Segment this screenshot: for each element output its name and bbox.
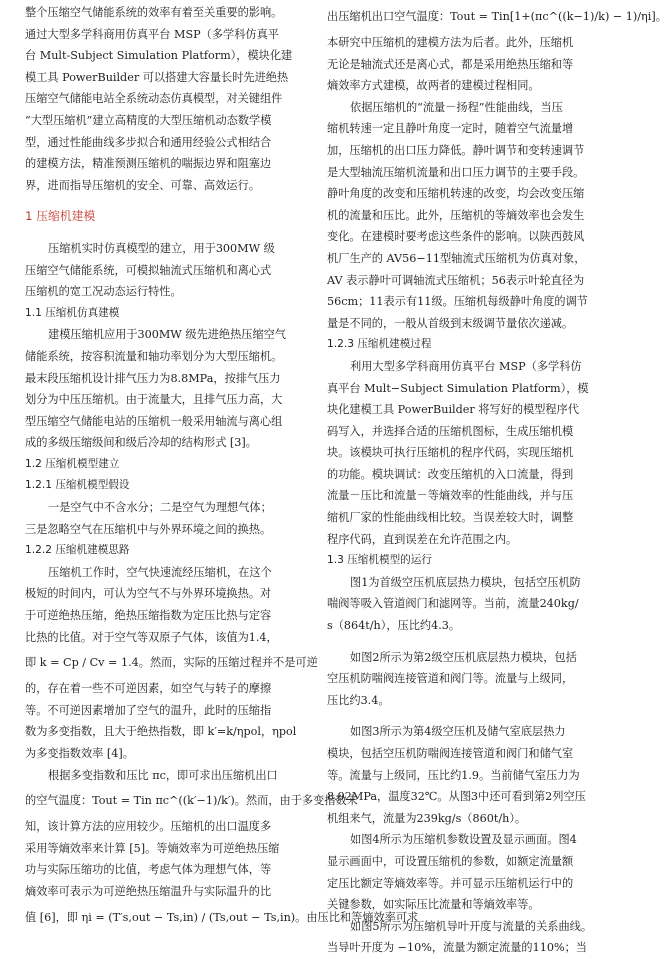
right-column bbox=[327, 2, 667, 959]
text-line: 模块，包括空压机防喘阀连接管道和阀门和储气室 bbox=[327, 747, 574, 760]
subsection-heading: 1.2.1 压缩机模型假设 bbox=[25, 479, 130, 492]
text-line: 等。流量与上级同，压比约1.9。当前储气室压力为 bbox=[327, 768, 580, 782]
text-line: 压缩机的宽工况动态运行特性。 bbox=[25, 285, 182, 299]
text-line: 码写入，并选择合适的压缩机图标，生成压缩机模 bbox=[327, 424, 574, 438]
text-line: 功与实际压缩功的比值，考虑气体为理想气体，等 bbox=[25, 863, 272, 877]
text-line: 加，压缩机的出口压力降低。静叶调节和变转速调节 bbox=[327, 143, 585, 157]
subsection-heading: 1.3 压缩机模型的运行 bbox=[327, 554, 432, 567]
text-line: 块化建模工具 PowerBuilder 将写好的模型程序代 bbox=[327, 403, 579, 417]
text-line: 整个压缩空气储能系统的效率有着至关重要的影响。 bbox=[25, 6, 283, 19]
text-line: 机组来气，流量为239kg/s（860t/h）。 bbox=[327, 811, 527, 825]
text-line: 关键参数，如实际压比流量和等熵效率等。 bbox=[327, 898, 540, 912]
text-line: 是大型轴流压缩机流量和出口压力调节的主要手段。 bbox=[327, 165, 585, 179]
text-line: 静叶角度的改变和压缩机转速的改变，均会改变压缩 bbox=[327, 187, 585, 201]
text-line: 即 k = Cp / Cv = 1.4。然而，实际的压缩过程并不是可逆 bbox=[25, 656, 318, 670]
text-line: 通过大型多学科商用仿真平台 MSP（多学科仿真平 bbox=[25, 27, 279, 41]
text-line: 本研究中压缩机的建模方法为后者。此外，压缩机 bbox=[327, 36, 574, 49]
text-line: 缩机厂家的性能曲线相比较。当误差较大时，调整 bbox=[327, 511, 574, 525]
text-line: 如图5所示为压缩机导叶开度与流量的关系曲线。 bbox=[350, 919, 593, 933]
text-line: 压缩机工作时，空气快速流经压缩机，在这个 bbox=[48, 565, 272, 579]
text-line: 一是空气中不含水分；二是空气为理想气体； bbox=[48, 501, 272, 515]
text-line: 依据压缩机的“流量－扬程”性能曲线，当压 bbox=[350, 100, 563, 114]
spacer bbox=[327, 711, 623, 721]
text-line: 的功能。模块调试：改变压缩机的入口流量，得到 bbox=[327, 467, 574, 481]
text-line: 建模压缩机应用于300MW 级先进绝热压缩空气 bbox=[48, 328, 287, 342]
text-line: 56cm；11表示有11级。压缩机每级静叶角度的调节 bbox=[327, 295, 588, 309]
subsection-heading: 1.2.3 压缩机建模过程 bbox=[327, 338, 432, 351]
text-line: 型压缩空气储能电站的压缩机一般采用轴流与离心组 bbox=[25, 414, 283, 428]
text-line: 的，存在着一些不可逆因素，如空气与转子的摩擦 bbox=[25, 682, 272, 696]
text-line: 根据多变指数和压比 πc，即可求出压缩机出口 bbox=[48, 768, 278, 782]
text-line: 图1为首级空压机底层热力模块，包括空压机防 bbox=[350, 575, 581, 589]
text-line: 台 Mult-Subject Simulation Platform），模块化建 bbox=[25, 49, 293, 63]
text-line: AV 表示静叶可调轴流式压缩机；56表示叶轮直径为 bbox=[327, 273, 585, 287]
spacer bbox=[25, 228, 321, 238]
text-line: 利用大型多学科商用仿真平台 MSP（多学科仿 bbox=[350, 359, 582, 373]
text-line: 于可逆绝热压缩，绝热压缩指数为定压比热与定容 bbox=[25, 609, 272, 623]
text-line: 为多变指数效率 [4]。 bbox=[25, 747, 134, 760]
text-line: 缩机转速一定且静叶角度一定时，随着空气流量增 bbox=[327, 122, 574, 136]
subsection-heading: 1.2 压缩机模型建立 bbox=[25, 457, 120, 470]
text-line: 压缩空气储能系统，可模拟轴流式压缩机和离心式 bbox=[25, 263, 272, 277]
text-line: 定压比额定等熵效率等。并可显示压缩机运行中的 bbox=[327, 876, 574, 890]
text-line: 界，进而指导压缩机的安全、可靠、高效运行。 bbox=[25, 178, 260, 192]
text-line: 压比约3.4。 bbox=[327, 693, 390, 707]
text-line: 变化。在建模时要考虑这些条件的影响。以陕西鼓风 bbox=[327, 230, 585, 244]
text-line: “大型压缩机”建立高精度的大型压缩机动态数学模 bbox=[25, 113, 272, 127]
text-line: 最末段压缩机设计排气压力为8.8MPa，按排气压力 bbox=[25, 371, 281, 385]
text-line: 流量－压比和流量－等熵效率的性能曲线，并与压 bbox=[327, 489, 574, 503]
text-line: 型，通过性能曲线多步拟合和通用经验公式相结合 bbox=[25, 135, 272, 149]
text-line: 的建模方法，精准预测压缩机的喘振边界和阻塞边 bbox=[25, 157, 272, 171]
text-line: 如图4所示为压缩机参数设置及显示画面。图4 bbox=[350, 833, 577, 847]
text-line: 模工具 PowerBuilder 可以搭建大容量长时先进绝热 bbox=[25, 70, 289, 84]
text-line: 等。不可逆因素增加了空气的温升，此时的压缩指 bbox=[25, 703, 272, 717]
text-line: 空压机防喘阀连接管道和阀门等。流量与上级同， bbox=[327, 672, 574, 686]
text-line: 的空气温度：Tout = Tin πc^((k′−1)/k′)。然而，由于多变指数未 bbox=[25, 794, 358, 808]
text-line: 当导叶开度为 −10%，流量为额定流量的110%；当 bbox=[327, 941, 587, 955]
text-line: 如图3所示为第4级空压机及储气室底层热力 bbox=[350, 725, 566, 739]
text-line: 块。该模块可执行压缩机的程序代码，实现压缩机 bbox=[327, 446, 574, 460]
text-line: 机厂生产的 AV56−11型轴流式压缩机为仿真对象， bbox=[327, 251, 586, 265]
subsection-heading: 1.2.2 压缩机建模思路 bbox=[25, 544, 130, 557]
text-line: 无论是轴流式还是离心式，都是采用绝热压缩和等 bbox=[327, 57, 574, 71]
text-line: 比热的比值。对于空气等双原子气体，该值为1.4， bbox=[25, 630, 278, 644]
text-line: 8.92MPa，温度32℃。从图3中还可看到第2列空压 bbox=[327, 790, 586, 804]
text-line: 压缩机实时仿真模型的建立，用于300MW 级 bbox=[48, 241, 275, 255]
text-line: 如图2所示为第2级空压机底层热力模块，包括 bbox=[350, 650, 577, 664]
subsection-heading: 1.1 压缩机仿真建模 bbox=[25, 306, 120, 319]
text-line: 喘阀等吸入管道阀门和滤网等。当前，流量240kg/ bbox=[327, 597, 579, 611]
text-line: 三是忽略空气在压缩机中与外界环境之间的换热。 bbox=[25, 522, 272, 536]
text-line: 知，该计算方法的应用较少。压缩机的出口温度多 bbox=[25, 820, 272, 834]
text-line: 划分为中压压缩机。由于流量大，且排气压力高，大 bbox=[25, 393, 283, 407]
spacer bbox=[327, 637, 623, 647]
text-line: 值 [6]，即 ηi = (T′s,out − Ts,in) / (Ts,out − Ts,in)。由压比和等熵效率可求 bbox=[25, 910, 419, 924]
text-line: 熵效率可表示为可逆绝热压缩温升与实际温升的比 bbox=[25, 884, 272, 898]
text-line: 出压缩机出口空气温度：Tout = Tin[1+(πc^((k−1)/k) − 1)/ηi]。 bbox=[327, 10, 667, 23]
text-line: 成的多级压缩级间和级后冷却的结构形式 [3]。 bbox=[25, 436, 257, 450]
text-line: 极短的时间内，可认为空气不与外界环境换热。对 bbox=[25, 587, 272, 601]
text-line: 程序代码，直到误差在允许范围之内。 bbox=[327, 532, 518, 546]
spacer bbox=[25, 196, 321, 206]
section-heading: 1 压缩机建模 bbox=[25, 209, 96, 224]
text-line: 采用等熵效率来计算 [5]。等熵效率为可逆绝热压缩 bbox=[25, 841, 280, 855]
text-line: 数为多变指数，且大于绝热指数，即 k′=k/ηpol，ηpol bbox=[25, 725, 297, 739]
text-line: s（864t/h），压比约4.3。 bbox=[327, 619, 461, 633]
text-line: 机的流量和压比。此外，压缩机的等熵效率也会发生 bbox=[327, 208, 585, 222]
text-line: 量是不同的，一般从首级到末级调节量依次递减。 bbox=[327, 316, 574, 330]
text-line: 真平台 Mult−Subject Simulation Platform），模 bbox=[327, 381, 589, 395]
text-line: 压缩空气储能电站全系统动态仿真模型，对关键组件 bbox=[25, 92, 283, 106]
text-line: 显示画面中，可设置压缩机的参数，如额定流量额 bbox=[327, 854, 574, 868]
text-line: 储能系统，按容积流量和轴功率划分为大型压缩机。 bbox=[25, 349, 283, 363]
text-line: 熵效率方式建模，故两者的建模过程相同。 bbox=[327, 79, 540, 93]
